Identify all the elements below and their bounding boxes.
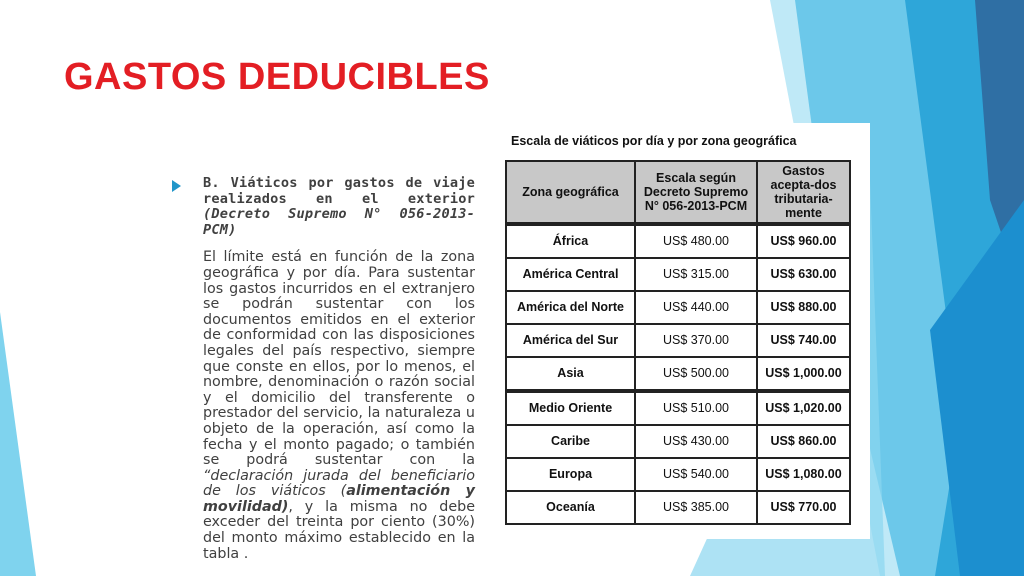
table-row xyxy=(506,258,850,291)
cell-zona: Oceanía xyxy=(506,491,635,524)
cell-escala: US$ 510.00 xyxy=(635,391,757,425)
cell-escala: US$ 440.00 xyxy=(635,291,757,324)
viaticos-table-panel xyxy=(491,123,870,539)
cell-escala: US$ 540.00 xyxy=(635,458,757,491)
cell-zona: Medio Oriente xyxy=(506,391,635,425)
table-row xyxy=(506,224,850,258)
table-row xyxy=(506,425,850,458)
cell-zona: Europa xyxy=(506,458,635,491)
cell-zona: Asia xyxy=(506,357,635,391)
cell-escala: US$ 430.00 xyxy=(635,425,757,458)
body-text-end: , y la misma no debe exceder del treinta por ciento (30%) del monto máximo establecido en la tabla . xyxy=(203,498,475,562)
cell-zona: África xyxy=(506,224,635,258)
cell-gastos: US$ 860.00 xyxy=(757,425,850,458)
cell-gastos: US$ 740.00 xyxy=(757,324,850,357)
cell-escala: US$ 385.00 xyxy=(635,491,757,524)
bullet-arrow-icon xyxy=(172,180,181,192)
viaticos-table xyxy=(505,160,851,525)
heading-decree: (Decreto Supremo N° 056-2013-PCM) xyxy=(203,206,475,238)
cell-gastos: US$ 960.00 xyxy=(757,224,850,258)
body-text-quote: “declaración jurada del beneficiario de los viáticos ( xyxy=(203,467,475,500)
body-text-1: El límite está en función de la zona geográfica y por día. Para sustentar los gastos incurridos en el extranjero se podrán sustentar con los documentos emitidos en el exterior de conformidad con las disposiciones legales del país respectivo, siempre que conste en ellos, por lo menos, el nombre, denominación o razón social y el domicilio del transferente o prestador del servicio, la naturaleza u objeto de la operación, así como la fecha y el monto pagado; o también se podrá sustentar con la xyxy=(203,249,475,469)
page-title: GASTOS DEDUCIBLES xyxy=(64,56,490,98)
table-row xyxy=(506,291,850,324)
header-zona: Zona geográfica xyxy=(506,161,635,224)
cell-escala: US$ 315.00 xyxy=(635,258,757,291)
cell-zona: América del Sur xyxy=(506,324,635,357)
cell-escala: US$ 480.00 xyxy=(635,224,757,258)
table-row xyxy=(506,391,850,425)
cell-zona: Caribe xyxy=(506,425,635,458)
cell-escala: US$ 500.00 xyxy=(635,357,757,391)
heading-text: B. Viáticos por gastos de viaje realizados en el exterior xyxy=(203,175,475,207)
body-text-bold: alimentación y movilidad) xyxy=(203,483,475,515)
cell-zona: América del Norte xyxy=(506,291,635,324)
header-escala: Escala según Decreto Supremo N° 056-2013-PCM xyxy=(635,161,757,224)
header-gastos: Gastos acepta-dos tributaria-mente xyxy=(757,161,850,224)
body-paragraph xyxy=(203,250,475,562)
table-row xyxy=(506,357,850,391)
cell-gastos: US$ 1,080.00 xyxy=(757,458,850,491)
cell-gastos: US$ 880.00 xyxy=(757,291,850,324)
cell-zona: América Central xyxy=(506,258,635,291)
text-column xyxy=(203,176,475,562)
table-row xyxy=(506,324,850,357)
table-row xyxy=(506,458,850,491)
cell-escala: US$ 370.00 xyxy=(635,324,757,357)
cell-gastos: US$ 630.00 xyxy=(757,258,850,291)
table-header-row xyxy=(506,161,850,224)
cell-gastos: US$ 1,020.00 xyxy=(757,391,850,425)
cell-gastos: US$ 770.00 xyxy=(757,491,850,524)
table-caption: Escala de viáticos por día y por zona geográfica xyxy=(511,134,797,148)
cell-gastos: US$ 1,000.00 xyxy=(757,357,850,391)
left-corner-shape xyxy=(0,312,36,576)
table-row xyxy=(506,491,850,524)
section-heading xyxy=(203,176,475,238)
